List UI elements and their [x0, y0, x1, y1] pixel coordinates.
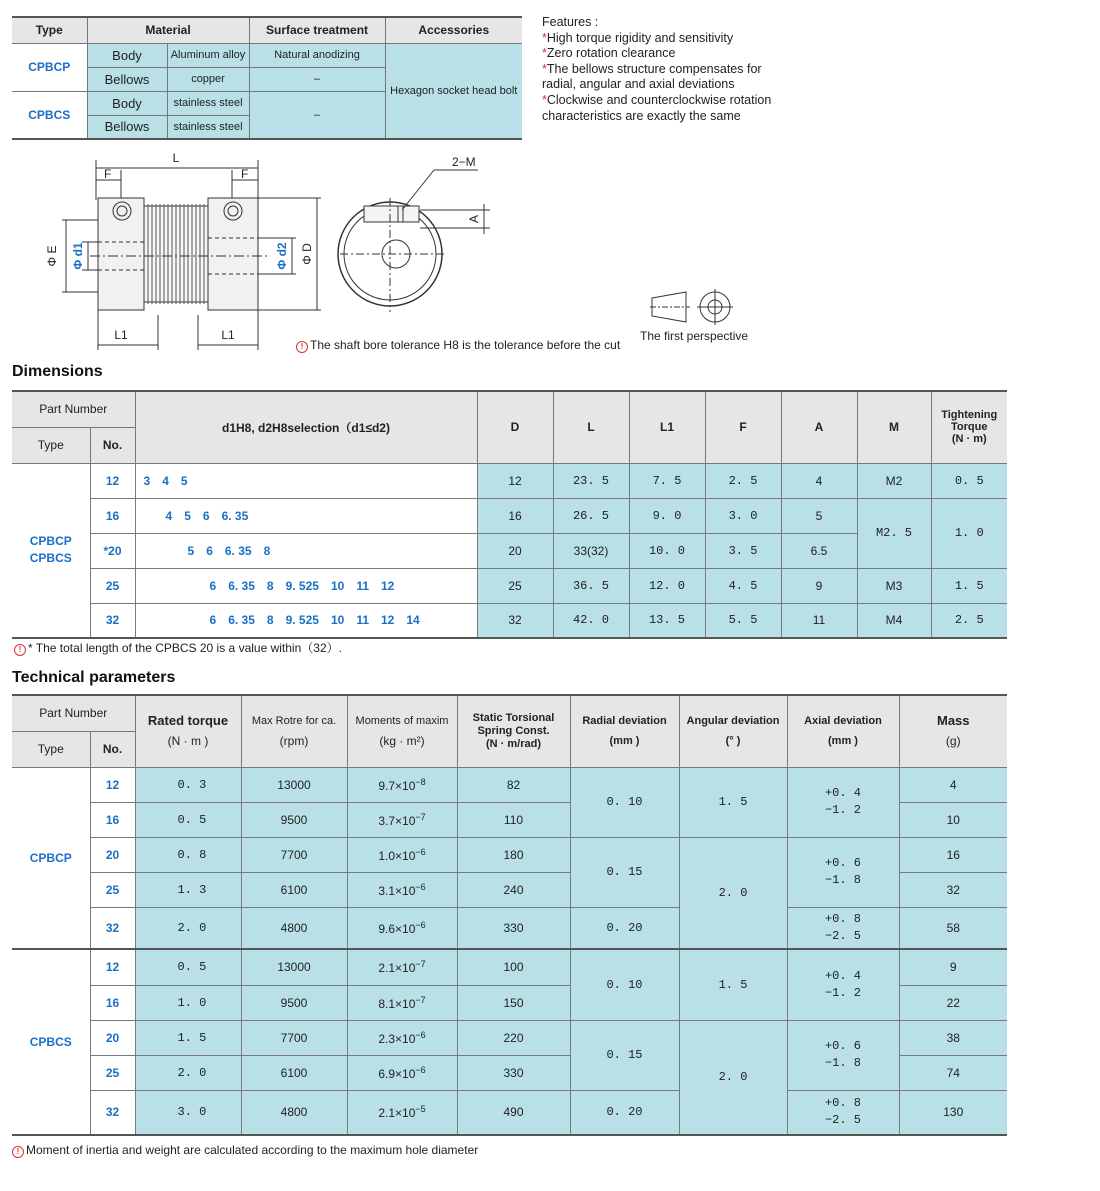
header-part-number: Part Number	[12, 391, 135, 427]
header-L1: L1	[629, 391, 705, 463]
header-angular: Angular deviation (° )	[679, 695, 787, 767]
L1-cell: 12. 0	[629, 568, 705, 603]
A-cell: 9	[781, 568, 857, 603]
material-table	[12, 16, 522, 140]
surface-value: –	[249, 67, 385, 91]
header-part-number: Part Number	[12, 695, 135, 731]
header-surface: Surface treatment	[249, 17, 385, 43]
selection-cell: 6 6. 35 8 9. 525 10 11 12 14	[135, 603, 477, 638]
label-phi-d1: Φ d1	[71, 242, 85, 270]
label-L1-left: L1	[114, 328, 128, 342]
D-cell: 25	[477, 568, 553, 603]
D-cell: 20	[477, 533, 553, 568]
moment-cell: $6.9\times 10^{-6}$	[347, 1055, 457, 1090]
spring-cell: 150	[457, 985, 570, 1020]
selection-cell: 4 5 6 6. 35	[135, 498, 477, 533]
no-cell: 12	[90, 949, 135, 985]
table-row	[12, 568, 1007, 603]
header-F: F	[705, 391, 781, 463]
header-spring-const: Static Torsional Spring Const. (N · m/rad)	[457, 695, 570, 767]
angular-cell: 1. 5	[679, 949, 787, 1020]
torque-cell: 1. 5	[135, 1020, 241, 1055]
selection-cell: 3 4 5	[135, 463, 477, 498]
spring-cell: 110	[457, 802, 570, 837]
type-cpbcs: CPBCS	[12, 91, 87, 139]
M-cell: M2	[857, 463, 931, 498]
D-cell: 12	[477, 463, 553, 498]
rpm-cell: 4800	[241, 1090, 347, 1135]
mass-cell: 74	[899, 1055, 1007, 1090]
L-cell: 26. 5	[553, 498, 629, 533]
table-row	[12, 498, 1007, 533]
dimensions-title: Dimensions	[12, 363, 103, 380]
torque-cell: 1. 0	[931, 498, 1007, 568]
no-cell: 32	[90, 907, 135, 949]
label-F-right: F	[241, 167, 249, 181]
torque-cell: 2. 0	[135, 1055, 241, 1090]
F-cell: 3. 0	[705, 498, 781, 533]
table-row	[12, 907, 1007, 949]
torque-cell: 1. 0	[135, 985, 241, 1020]
technical-table	[12, 694, 1007, 1136]
moment-cell: $3.7\times 10^{-7}$	[347, 802, 457, 837]
technical-title: Technical parameters	[12, 669, 176, 686]
no-cell: 16	[90, 985, 135, 1020]
rpm-cell: 7700	[241, 1020, 347, 1055]
accessories-value: Hexagon socket head bolt	[385, 43, 522, 139]
no-cell: 32	[90, 1090, 135, 1135]
type-cell: CPBCP	[12, 767, 90, 949]
A-cell: 11	[781, 603, 857, 638]
radial-cell: 0. 10	[570, 949, 679, 1020]
label-phi-D: Φ D	[300, 243, 314, 265]
type-cell: CPBCP CPBCS	[12, 463, 90, 638]
header-A: A	[781, 391, 857, 463]
header-no: No.	[90, 731, 135, 767]
torque-cell: 0. 5	[135, 802, 241, 837]
angular-cell: 2. 0	[679, 837, 787, 949]
warning-icon: !	[14, 644, 26, 656]
no-cell: 16	[90, 498, 135, 533]
material-value: Aluminum alloy	[167, 43, 249, 67]
torque-cell: 3. 0	[135, 1090, 241, 1135]
header-moment: Moments of maxim (kg · m²)	[347, 695, 457, 767]
mass-cell: 130	[899, 1090, 1007, 1135]
material-value: stainless steel	[167, 91, 249, 115]
type-cell: CPBCS	[12, 949, 90, 1135]
spring-cell: 490	[457, 1090, 570, 1135]
header-radial: Radial deviation (mm )	[570, 695, 679, 767]
D-cell: 16	[477, 498, 553, 533]
radial-cell: 0. 10	[570, 767, 679, 837]
header-accessories: Accessories	[385, 17, 522, 43]
header-mass: Mass (g)	[899, 695, 1007, 767]
rpm-cell: 6100	[241, 872, 347, 907]
header-type: Type	[12, 427, 90, 463]
moment-cell: $9.7\times 10^{-8}$	[347, 767, 457, 802]
M-cell: M4	[857, 603, 931, 638]
header-max-rotation: Max Rotre for ca. (rpm)	[241, 695, 347, 767]
moment-cell: $9.6\times 10^{-6}$	[347, 907, 457, 949]
torque-cell: 0. 5	[931, 463, 1007, 498]
label-L1-right: L1	[221, 328, 235, 342]
torque-cell: 2. 5	[931, 603, 1007, 638]
technical-note: ! Moment of inertia and weight are calculated according to the maximum hole diameter	[12, 1143, 478, 1158]
F-cell: 3. 5	[705, 533, 781, 568]
rpm-cell: 13000	[241, 949, 347, 985]
feature-item-continuation: characteristics are exactly the same	[542, 108, 741, 123]
table-row	[12, 1090, 1007, 1135]
surface-value: –	[249, 91, 385, 139]
no-cell: 16	[90, 802, 135, 837]
label-F-left: F	[104, 167, 112, 181]
moment-cell: $3.1\times 10^{-6}$	[347, 872, 457, 907]
features-title: Features :	[542, 15, 599, 29]
axial-cell: +0. 4 −1. 2	[787, 767, 899, 837]
spring-cell: 82	[457, 767, 570, 802]
dimensions-note: ! * The total length of the CPBCS 20 is a value within（32）.	[14, 639, 342, 656]
F-cell: 4. 5	[705, 568, 781, 603]
radial-cell: 0. 15	[570, 837, 679, 907]
D-cell: 32	[477, 603, 553, 638]
spring-cell: 220	[457, 1020, 570, 1055]
angular-cell: 2. 0	[679, 1020, 787, 1135]
mass-cell: 22	[899, 985, 1007, 1020]
mass-cell: 10	[899, 802, 1007, 837]
mass-cell: 38	[899, 1020, 1007, 1055]
label-phi-E: Φ E	[45, 245, 59, 267]
table-row	[12, 463, 1007, 498]
no-cell: 25	[90, 568, 135, 603]
axial-cell: +0. 8 −2. 5	[787, 907, 899, 949]
header-axial: Axial deviation (mm )	[787, 695, 899, 767]
table-row	[12, 837, 1007, 872]
spring-cell: 330	[457, 1055, 570, 1090]
label-phi-d2: Φ d2	[275, 242, 289, 270]
F-cell: 2. 5	[705, 463, 781, 498]
torque-cell: 0. 5	[135, 949, 241, 985]
M-cell: M3	[857, 568, 931, 603]
header-L: L	[553, 391, 629, 463]
torque-cell: 1. 5	[931, 568, 1007, 603]
mass-cell: 32	[899, 872, 1007, 907]
moment-cell: $2.1\times 10^{-7}$	[347, 949, 457, 985]
label-A: A	[467, 214, 481, 224]
coupling-drawing	[0, 140, 780, 355]
torque-cell: 1. 3	[135, 872, 241, 907]
no-cell: 25	[90, 872, 135, 907]
L-cell: 33(32)	[553, 533, 629, 568]
table-row	[12, 1020, 1007, 1055]
part-body: Body	[87, 43, 167, 67]
axial-cell: +0. 6 −1. 8	[787, 1020, 899, 1090]
A-cell: 5	[781, 498, 857, 533]
radial-cell: 0. 20	[570, 1090, 679, 1135]
rpm-cell: 7700	[241, 837, 347, 872]
rpm-cell: 9500	[241, 985, 347, 1020]
part-body: Body	[87, 91, 167, 115]
table-row	[12, 767, 1007, 802]
feature-item: *Clockwise and counterclockwise rotation	[542, 92, 772, 107]
label-2M: 2−M	[452, 155, 476, 169]
A-cell: 4	[781, 463, 857, 498]
dimensions-table	[12, 390, 1007, 639]
no-cell: 12	[90, 767, 135, 802]
rpm-cell: 6100	[241, 1055, 347, 1090]
mass-cell: 4	[899, 767, 1007, 802]
header-D: D	[477, 391, 553, 463]
L-cell: 36. 5	[553, 568, 629, 603]
material-value: stainless steel	[167, 115, 249, 139]
L1-cell: 7. 5	[629, 463, 705, 498]
table-row	[12, 603, 1007, 638]
spring-cell: 330	[457, 907, 570, 949]
moment-cell: $2.1\times 10^{-5}$	[347, 1090, 457, 1135]
header-torque: Tightening Torque (N · m)	[931, 391, 1007, 463]
moment-cell: $8.1\times 10^{-7}$	[347, 985, 457, 1020]
axial-cell: +0. 4 −1. 2	[787, 949, 899, 1020]
feature-item: *High torque rigidity and sensitivity	[542, 30, 734, 45]
tolerance-note: ! The shaft bore tolerance H8 is the tolerance before the cut	[296, 338, 620, 353]
part-bellows: Bellows	[87, 115, 167, 139]
no-cell: 20	[90, 1020, 135, 1055]
L1-cell: 9. 0	[629, 498, 705, 533]
axial-cell: +0. 6 −1. 8	[787, 837, 899, 907]
rpm-cell: 4800	[241, 907, 347, 949]
header-type: Type	[12, 731, 90, 767]
torque-cell: 0. 3	[135, 767, 241, 802]
surface-value: Natural anodizing	[249, 43, 385, 67]
radial-cell: 0. 15	[570, 1020, 679, 1090]
rpm-cell: 9500	[241, 802, 347, 837]
material-value: copper	[167, 67, 249, 91]
L-cell: 23. 5	[553, 463, 629, 498]
torque-cell: 2. 0	[135, 907, 241, 949]
angular-cell: 1. 5	[679, 767, 787, 837]
axial-cell: +0. 8 −2. 5	[787, 1090, 899, 1135]
header-rated-torque: Rated torque (N · m )	[135, 695, 241, 767]
no-cell: 32	[90, 603, 135, 638]
header-type: Type	[12, 17, 87, 43]
feature-item-continuation: radial, angular and axial deviations	[542, 77, 735, 92]
type-cpbcp: CPBCP	[12, 43, 87, 91]
selection-cell: 6 6. 35 8 9. 525 10 11 12	[135, 568, 477, 603]
spring-cell: 100	[457, 949, 570, 985]
part-bellows: Bellows	[87, 67, 167, 91]
perspective-label: The first perspective	[640, 329, 749, 343]
no-cell: *20	[90, 533, 135, 568]
mass-cell: 58	[899, 907, 1007, 949]
features-block	[542, 15, 842, 124]
warning-icon: !	[12, 1146, 24, 1158]
no-cell: 12	[90, 463, 135, 498]
header-material: Material	[87, 17, 249, 43]
M-cell: M2. 5	[857, 498, 931, 568]
header-M: M	[857, 391, 931, 463]
mass-cell: 9	[899, 949, 1007, 985]
moment-cell: $1.0\times 10^{-6}$	[347, 837, 457, 872]
feature-item: *The bellows structure compensates for	[542, 61, 762, 76]
no-cell: 20	[90, 837, 135, 872]
spring-cell: 240	[457, 872, 570, 907]
moment-cell: $2.3\times 10^{-6}$	[347, 1020, 457, 1055]
label-L: L	[172, 151, 180, 165]
radial-cell: 0. 20	[570, 907, 679, 949]
F-cell: 5. 5	[705, 603, 781, 638]
spring-cell: 180	[457, 837, 570, 872]
header-selection: d1H8, d2H8selection（d1≤d2)	[135, 391, 477, 463]
L1-cell: 13. 5	[629, 603, 705, 638]
rpm-cell: 13000	[241, 767, 347, 802]
no-cell: 25	[90, 1055, 135, 1090]
L-cell: 42. 0	[553, 603, 629, 638]
L1-cell: 10. 0	[629, 533, 705, 568]
feature-item: *Zero rotation clearance	[542, 46, 676, 61]
A-cell: 6.5	[781, 533, 857, 568]
selection-cell: 5 6 6. 35 8	[135, 533, 477, 568]
table-row	[12, 949, 1007, 985]
header-no: No.	[90, 427, 135, 463]
mass-cell: 16	[899, 837, 1007, 872]
torque-cell: 0. 8	[135, 837, 241, 872]
warning-icon: !	[296, 341, 308, 353]
